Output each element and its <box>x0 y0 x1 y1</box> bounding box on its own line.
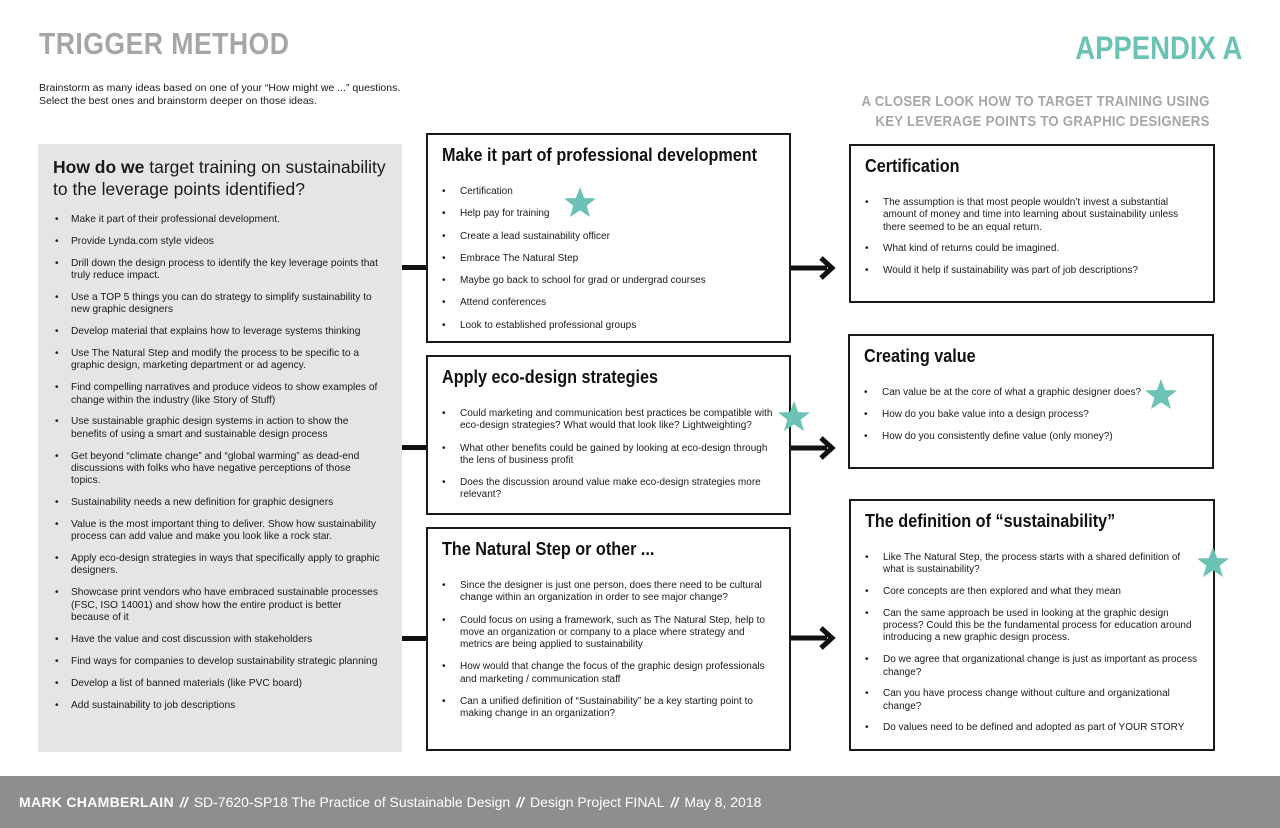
idea-list <box>53 214 388 712</box>
detail-box-certification <box>849 144 1215 303</box>
footer-project: Design Project FINAL <box>529 794 665 810</box>
idea-item: • Get beyond “climate change” and “global warming” as dead-end discussions with folks who have negative perceptions of those topics. <box>53 451 388 488</box>
box-list <box>442 186 777 332</box>
question-text: target training on sustainability to the leverage points identified? <box>53 157 386 199</box>
question-emphasis: How do we <box>53 157 145 177</box>
idea-item: • Showcase print vendors who have embraced sustainable processes (FSC, ISO 14001) and show how the entire product is better because of it <box>53 587 388 624</box>
idea-item: • Find ways for companies to develop sustainability strategic planning <box>53 656 388 668</box>
idea-box-eco-design <box>426 355 791 515</box>
page-title: TRIGGER METHOD <box>39 26 290 61</box>
subheading-line: A CLOSER LOOK HOW TO TARGET TRAINING USING <box>861 93 1210 110</box>
box-item: • Can the same approach be used in looking at the graphic design process? Could this be the fundamental process for education around introducing a new graphic design process. <box>865 608 1201 645</box>
footer-bar <box>0 776 1280 828</box>
box-list <box>442 580 777 721</box>
box-item: • Could focus on using a framework, such as The Natural Step, help to move an organization or company to a place where strategy and metrics are being applied to sustainability <box>442 615 777 652</box>
idea-item: • Sustainability needs a new definition for graphic designers <box>53 497 388 509</box>
idea-item: • Develop material that explains how to leverage systems thinking <box>53 326 388 338</box>
box-title: Creating value <box>864 346 976 366</box>
intro-text <box>39 82 400 108</box>
footer-author: MARK CHAMBERLAIN <box>19 794 174 810</box>
box-item: • Attend conferences <box>442 297 777 309</box>
idea-item: • Develop a list of banned materials (like PVC board) <box>53 678 388 690</box>
box-list <box>442 408 777 502</box>
footer-date: May 8, 2018 <box>684 794 762 810</box>
box-item: • Certification <box>442 186 777 198</box>
panel-question <box>53 156 388 200</box>
star-icon <box>777 400 811 434</box>
box-item: • Create a lead sustainability officer <box>442 231 777 243</box>
arrow-right-icon <box>791 436 837 460</box>
box-item: • How would that change the focus of the graphic design professionals and marketing / communication staff <box>442 661 777 686</box>
box-item: • Could marketing and communication best practices be compatible with eco-design strategies? What would that look like? Lightweighting? <box>442 408 777 433</box>
box-title: The definition of “sustainability” <box>865 511 1116 531</box>
star-icon <box>1144 378 1178 412</box>
footer-course: SD-7620-SP18 The Practice of Sustainable Design <box>193 794 511 810</box>
arrow-right-icon <box>791 626 837 650</box>
connector-line <box>402 636 428 641</box>
box-item: • How do you consistently define value (only money?) <box>864 431 1200 443</box>
box-item: • Embrace The Natural Step <box>442 253 777 265</box>
box-title: Apply eco-design strategies <box>442 367 659 387</box>
box-title: Make it part of professional development <box>442 145 758 165</box>
idea-item: • Use a TOP 5 things you can do strategy to simplify sustainability to new graphic designers <box>53 292 388 317</box>
footer-separator: // <box>670 794 679 810</box>
intro-line: Brainstorm as many ideas based on one of your “How might we ...” questions. <box>39 82 401 94</box>
box-item: • Core concepts are then explored and what they mean <box>865 586 1201 598</box>
appendix-label: APPENDIX A <box>1074 30 1242 66</box>
box-item: • Help pay for training <box>442 208 777 220</box>
box-item: • Can a unified definition of “Sustainability” be a key starting point to making change in an organization? <box>442 696 777 721</box>
idea-item: • Find compelling narratives and produce videos to show examples of change within the industry (like Story of Stuff) <box>53 382 388 407</box>
idea-item: • Add sustainability to job descriptions <box>53 700 388 712</box>
box-item: • Look to established professional groups <box>442 320 777 332</box>
detail-box-sustainability-definition <box>849 499 1215 751</box>
arrow-right-icon <box>791 256 837 280</box>
box-item: • Do we agree that organizational change is just as important as process change? <box>865 654 1201 679</box>
star-icon <box>563 186 597 220</box>
box-item: • Does the discussion around value make eco-design strategies more relevant? <box>442 477 777 502</box>
box-item: • What kind of returns could be imagined. <box>865 243 1201 255</box>
box-item: • What other benefits could be gained by looking at eco-design through the lens of business profit <box>442 443 777 468</box>
idea-item: • Make it part of their professional development. <box>53 214 388 226</box>
idea-item: • Drill down the design process to identify the key leverage points that truly reduce impact. <box>53 258 388 283</box>
box-title: The Natural Step or other ... <box>442 539 655 559</box>
box-item: • Do values need to be defined and adopted as part of YOUR STORY <box>865 722 1201 734</box>
idea-item: • Apply eco-design strategies in ways that specifically apply to graphic designers. <box>53 553 388 578</box>
star-icon <box>1196 546 1230 580</box>
box-item: • Like The Natural Step, the process starts with a shared definition of what is sustainability? <box>865 552 1201 577</box>
brainstorm-panel <box>38 144 402 752</box>
box-list <box>865 197 1201 277</box>
connector-line <box>402 445 428 450</box>
box-item: • How do you bake value into a design process? <box>864 409 1200 421</box>
idea-item: • Use sustainable graphic design systems in action to show the benefits of using a smart and sustainable design process <box>53 416 388 441</box>
intro-line: Select the best ones and brainstorm deeper on those ideas. <box>39 95 317 107</box>
box-item: • Would it help if sustainability was part of job descriptions? <box>865 265 1201 277</box>
idea-box-natural-step <box>426 527 791 751</box>
connector-line <box>402 265 428 270</box>
idea-item: • Provide Lynda.com style videos <box>53 236 388 248</box>
footer-separator: // <box>179 794 188 810</box>
idea-item: • Value is the most important thing to deliver. Show how sustainability process can add value and make you look like a rock star. <box>53 519 388 544</box>
box-item: • Since the designer is just one person, does there need to be cultural change within an organization in order to see major change? <box>442 580 777 605</box>
idea-item: • Use The Natural Step and modify the process to be specific to a graphic design, marketing department or ad agency. <box>53 348 388 373</box>
box-item: • The assumption is that most people wouldn’t invest a substantial amount of money and time into learning about sustainability unless there seemed to be an equal return. <box>865 197 1201 234</box>
idea-box-professional-development <box>426 133 791 343</box>
idea-item: • Have the value and cost discussion with stakeholders <box>53 634 388 646</box>
box-title: Certification <box>865 156 960 176</box>
subheading <box>862 92 1210 132</box>
subheading-line: KEY LEVERAGE POINTS TO GRAPHIC DESIGNERS <box>875 113 1210 130</box>
box-item: • Maybe go back to school for grad or undergrad courses <box>442 275 777 287</box>
footer-separator: // <box>516 794 524 810</box>
box-item: • Can you have process change without culture and organizational change? <box>865 688 1201 713</box>
box-list <box>865 552 1201 735</box>
box-item: • Can value be at the core of what a graphic designer does? <box>864 387 1200 399</box>
